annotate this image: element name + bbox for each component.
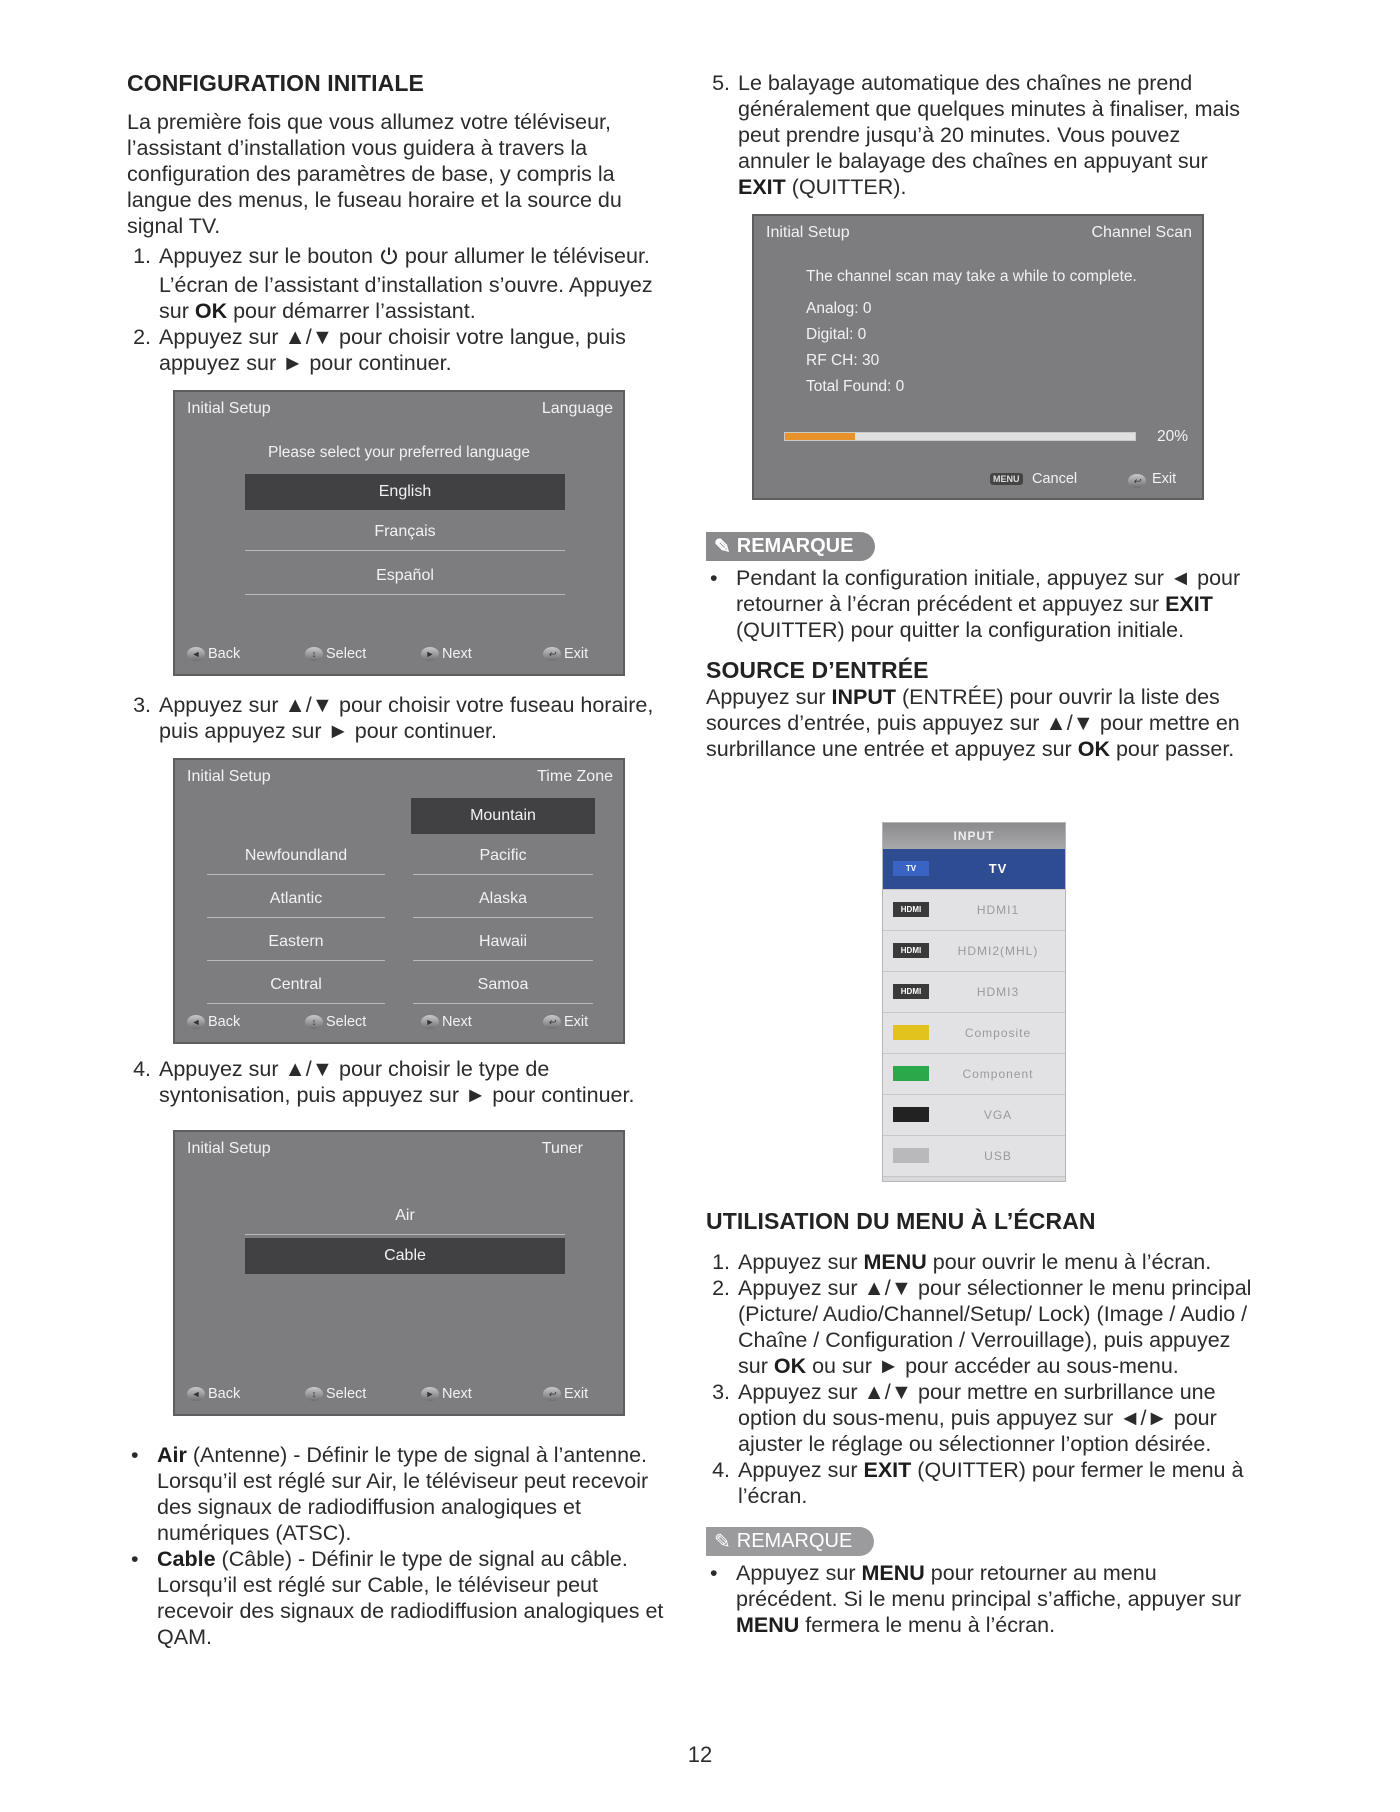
input-option-tv[interactable] [883,849,1065,890]
input-connector-icon [893,1066,929,1081]
note-block-2 [706,1527,1256,1638]
input-option-label: HDMI1 [976,903,1020,917]
select-icon: ↕ [305,1015,323,1029]
tv-screen-channel-scan [752,214,1204,500]
intro-paragraph: La première fois que vous allumez votre téléviseur, l’assistant d’installation vous guidera à travers la configuration des paramètres de base, y compris la langue des menus, le fuseau horaire et la source du signal TV. [127,110,622,238]
timezone-option[interactable]: Pacific [413,838,593,875]
section-title-input-source: SOURCE D’ENTRÉE [706,657,929,683]
input-source-list [882,822,1066,1182]
select-icon: ↕ [305,647,323,661]
input-option-composite[interactable] [883,1013,1065,1054]
scan-progress-bar [784,432,1136,441]
tv-screen-language [173,390,625,676]
language-prompt: Please select your preferred language [268,444,530,461]
section-title-initial-setup: CONFIGURATION INITIALE [127,70,424,96]
step-1: 1. Appuyez sur le bouton pour allumer le téléviseur. L’écran de l’assistant d’installation s’ouvre. Appuyez sur OK pour démarrer l’assistant. [157,243,672,324]
note-2-item: • Appuyez sur MENU pour retourner au menu précédent. Si le menu principal s’affiche, appuyer sur MENU fermera le menu à l’écran. [736,1560,1256,1638]
timezone-option[interactable]: Eastern [207,924,385,961]
menu-step-1: 1. Appuyez sur MENU pour ouvrir le menu à l’écran. [736,1249,1256,1275]
exit-icon: ↩ [1128,472,1146,488]
scan-progress-fill [785,433,855,440]
tv-header-right: Language [541,400,613,417]
scan-digital: Digital: 0 [806,326,867,343]
step-5: 5. Le balayage automatique des chaînes ne prend généralement que quelques minutes à finaliser, mais peut prendre jusqu’à 20 minutes. Vous pouvez annuler le balayage des chaînes en appuyant sur EXIT (QUITTER). [736,70,1256,200]
timezone-option[interactable]: Central [207,967,385,1004]
input-option-usb[interactable] [883,1136,1065,1177]
step-2: 2. Appuyez sur ▲/▼ pour choisir votre langue, puis appuyez sur ► pour continuer. [157,324,672,376]
section-title-onscreen-menu: UTILISATION DU MENU À L’ÉCRAN [706,1208,1096,1234]
tuner-option-air[interactable]: Air [245,1198,565,1235]
note-block-1 [706,532,1256,643]
input-source-paragraph: Appuyez sur INPUT (ENTRÉE) pour ouvrir la liste des sources d’entrée, puis appuyez sur ▲/▼ pour mettre en surbrillance une entrée et appuyez sur OK pour passer. [706,685,1240,761]
scan-rf-channel: RF CH: 30 [806,352,880,369]
timezone-option-selected[interactable]: Mountain [411,798,595,834]
step-4: 4. Appuyez sur ▲/▼ pour choisir le type de syntonisation, puis appuyez sur ► pour continuer. [157,1056,672,1108]
pencil-icon: ✎ [714,536,731,558]
input-option-vga[interactable] [883,1095,1065,1136]
menu-key-icon: MENU [990,473,1023,485]
back-icon: ◄ [187,1387,205,1401]
scan-percent: 20% [1156,428,1188,445]
tv-footer: ◄ Back ↕ Select ► Next ↩ Exit [187,1386,611,1408]
input-connector-icon: HDMI [893,902,929,917]
exit-label: Exit [1152,471,1177,487]
input-option-hdmi2-mhl-[interactable] [883,931,1065,972]
tv-header-right: Tuner [541,1140,583,1157]
tv-screen-tuner [173,1130,625,1416]
tv-header-left: Initial Setup [187,1140,271,1157]
language-option-francais[interactable]: Français [245,514,565,551]
tv-footer: ◄ Back ↕ Select ► Next ↩ Exit [187,646,611,668]
exit-icon: ↩ [543,647,561,661]
input-option-label: Component [962,1067,1034,1081]
setup-step-4 [127,1056,672,1108]
note-1-item: • Pendant la configuration initiale, appuyez sur ◄ pour retourner à l’écran précédent et appuyez sur EXIT (QUITTER) pour quitter la configuration initiale. [736,565,1256,643]
menu-steps [706,1249,1256,1509]
timezone-option[interactable]: Newfoundland [207,838,385,875]
language-option-espanol[interactable]: Español [245,558,565,595]
input-connector-icon: TV [893,861,929,876]
input-option-component[interactable] [883,1054,1065,1095]
language-option-english[interactable]: English [245,474,565,510]
back-icon: ◄ [187,1015,205,1029]
right-column-lower [706,1208,1256,1638]
input-connector-icon [893,1107,929,1122]
menu-step-3: 3. Appuyez sur ▲/▼ pour mettre en surbrillance une option du sous-menu, puis appuyez sur ◄/► pour ajuster le réglage ou sélectionner l’option désirée. [736,1379,1256,1457]
scan-total-found: Total Found: 0 [806,378,905,395]
tv-header-left: Initial Setup [187,400,271,417]
pencil-icon: ✎ [714,1531,731,1553]
tuner-bullets [127,1442,672,1650]
timezone-option[interactable]: Hawaii [413,924,593,961]
tv-footer: ◄ Back ↕ Select ► Next ↩ Exit [187,1014,611,1036]
setup-step-3 [127,692,672,744]
menu-step-4: 4. Appuyez sur EXIT (QUITTER) pour fermer le menu à l’écran. [736,1457,1256,1509]
next-icon: ► [421,647,439,661]
input-option-label: Composite [964,1026,1032,1040]
bullet-cable: • Cable (Câble) - Définir le type de signal au câble. Lorsqu’il est réglé sur Cable, le téléviseur peut recevoir des signaux de radiodiffusion analogiques et QAM. [157,1546,672,1650]
input-option-label: HDMI3 [976,985,1020,999]
input-list-title: INPUT [883,823,1065,849]
input-option-label: USB [984,1149,1012,1163]
scan-analog: Analog: 0 [806,300,872,317]
timezone-option[interactable]: Samoa [413,967,593,1004]
page-number: 12 [687,1742,713,1767]
tv-header-left: Initial Setup [187,768,271,785]
tuner-option-cable[interactable]: Cable [245,1238,565,1274]
input-option-label: TV [988,861,1008,876]
input-option-hdmi3[interactable] [883,972,1065,1013]
setup-steps-1-2 [127,243,672,376]
setup-step-5 [706,70,1256,200]
input-option-label: HDMI2(MHL) [957,944,1039,958]
right-column [706,70,1256,762]
select-icon: ↕ [305,1387,323,1401]
exit-icon: ↩ [543,1015,561,1029]
note-1-list [706,565,1256,643]
tv-header-right: Time Zone [537,768,613,785]
next-icon: ► [421,1015,439,1029]
bullet-air: • Air (Antenne) - Définir le type de signal à l’antenne. Lorsqu’il est réglé sur Air, le téléviseur peut recevoir des signaux de radiodiffusion analogiques et numériques (ATSC). [157,1442,672,1546]
input-option-hdmi1[interactable] [883,890,1065,931]
input-connector-icon: HDMI [893,943,929,958]
back-icon: ◄ [187,647,205,661]
scan-footer [754,470,1202,492]
input-connector-icon [893,1025,929,1040]
note-badge: ✎ REMARQUE [706,532,875,561]
next-icon: ► [421,1387,439,1401]
tv-header-left: Initial Setup [766,224,850,241]
tv-header-right: Channel Scan [1091,224,1192,241]
exit-icon: ↩ [543,1387,561,1401]
note-badge: ✎ REMARQUE [706,1527,874,1556]
cancel-label: Cancel [1032,471,1078,487]
timezone-option[interactable]: Alaska [413,881,593,918]
note-2-list [706,1560,1256,1638]
left-column [127,70,672,1650]
power-icon [379,246,399,272]
scan-message: The channel scan may take a while to complete. [806,268,1137,285]
input-connector-icon [893,1148,929,1163]
input-option-label: VGA [983,1108,1013,1122]
menu-step-2: 2. Appuyez sur ▲/▼ pour sélectionner le menu principal (Picture/ Audio/Channel/Setup/ Lock) (Image / Audio / Chaîne / Configuration / Verrouillage), puis appuyez sur OK ou sur ► pour accéder au sous-menu. [736,1275,1256,1379]
step-3: 3. Appuyez sur ▲/▼ pour choisir votre fuseau horaire, puis appuyez sur ► pour continuer. [157,692,672,744]
timezone-option[interactable]: Atlantic [207,881,385,918]
input-connector-icon: HDMI [893,984,929,999]
tv-screen-timezone [173,758,625,1044]
